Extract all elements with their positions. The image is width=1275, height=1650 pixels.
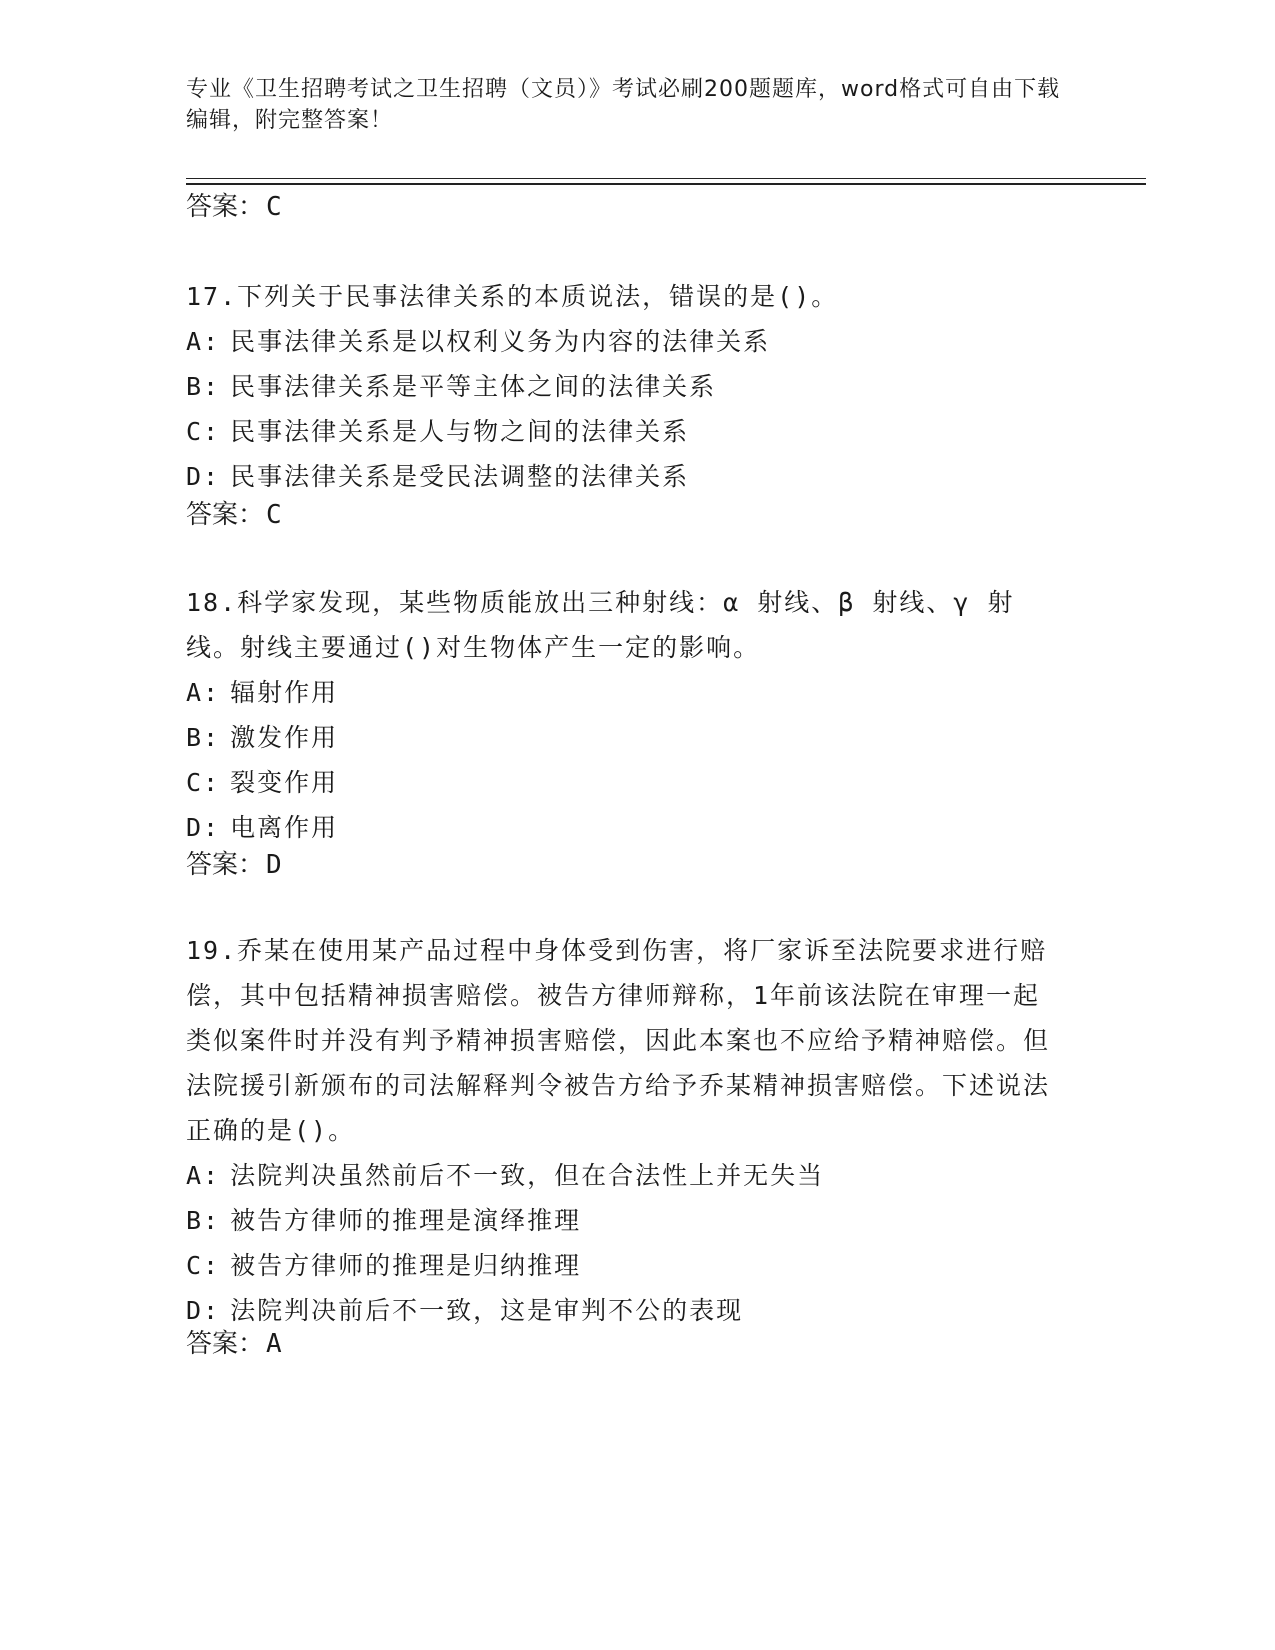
option-text: 民事法律关系是人与物之间的法律关系 xyxy=(230,417,690,446)
option-c xyxy=(186,760,1066,805)
option-text: 激发作用 xyxy=(230,723,339,752)
option-b xyxy=(186,364,1086,409)
option-text: 辐射作用 xyxy=(230,678,339,707)
option-key: A: xyxy=(186,327,221,356)
option-key: D: xyxy=(186,813,221,842)
option-d xyxy=(186,805,1066,850)
answer-value: C xyxy=(266,192,282,222)
option-a xyxy=(186,1153,1066,1198)
answer-label: 答案： xyxy=(186,192,265,222)
option-b xyxy=(186,1198,1066,1243)
option-text: 民事法律关系是受民法调整的法律关系 xyxy=(230,462,690,491)
option-key: A: xyxy=(186,1161,221,1190)
option-d xyxy=(186,454,1086,499)
answer-value: A xyxy=(266,1329,282,1359)
option-text: 民事法律关系是平等主体之间的法律关系 xyxy=(230,372,717,401)
question-17 xyxy=(186,274,1086,499)
header-divider xyxy=(186,178,1146,179)
answer-label: 答案： xyxy=(186,850,265,880)
option-a xyxy=(186,670,1066,715)
answer-value: C xyxy=(266,500,282,530)
option-c xyxy=(186,409,1086,454)
question-stem: 17.下列关于民事法律关系的本质说法，错误的是()。 xyxy=(186,282,839,311)
header-divider-thick xyxy=(186,183,1146,185)
option-key: D: xyxy=(186,462,221,491)
option-text: 被告方律师的推理是演绎推理 xyxy=(230,1206,582,1235)
option-text: 法院判决前后不一致，这是审判不公的表现 xyxy=(230,1296,744,1325)
option-key: B: xyxy=(186,372,221,401)
option-text: 法院判决虽然前后不一致，但在合法性上并无失当 xyxy=(230,1161,825,1190)
answer-value: D xyxy=(266,850,282,880)
question-stem: 19.乔某在使用某产品过程中身体受到伤害，将厂家诉至法院要求进行赔偿，其中包括精神损害赔偿。被告方律师辩称，1年前该法院在审理一起类似案件时并没有判予精神损害赔偿，因此本案也不应给予精神赔偿。但法院援引新颁布的司法解释判令被告方给予乔某精神损害赔偿。下述说法正确的是()。 xyxy=(186,936,1051,1145)
option-key: C: xyxy=(186,1251,221,1280)
option-d xyxy=(186,1288,1066,1333)
answer-line xyxy=(186,498,282,532)
option-key: A: xyxy=(186,678,221,707)
option-b xyxy=(186,715,1066,760)
option-key: C: xyxy=(186,417,221,446)
document-header: 专业《卫生招聘考试之卫生招聘（文员）》考试必刷200题题库，word格式可自由下载编辑，附完整答案！ xyxy=(186,77,1061,133)
answer-line xyxy=(186,1327,282,1361)
option-text: 裂变作用 xyxy=(230,768,339,797)
answer-line xyxy=(186,848,282,882)
option-a xyxy=(186,319,1086,364)
option-text: 民事法律关系是以权利义务为内容的法律关系 xyxy=(230,327,771,356)
option-text: 电离作用 xyxy=(230,813,339,842)
answer-label: 答案： xyxy=(186,1329,265,1359)
question-18 xyxy=(186,580,1066,850)
option-key: C: xyxy=(186,768,221,797)
option-key: B: xyxy=(186,723,221,752)
option-c xyxy=(186,1243,1066,1288)
question-stem: 18.科学家发现，某些物质能放出三种射线：α 射线、β 射线、γ 射线。射线主要通过()对生物体产生一定的影响。 xyxy=(186,588,1015,662)
question-19 xyxy=(186,928,1066,1333)
option-key: B: xyxy=(186,1206,221,1235)
answer-line xyxy=(186,190,282,224)
answer-label: 答案： xyxy=(186,500,265,530)
option-key: D: xyxy=(186,1296,221,1325)
option-text: 被告方律师的推理是归纳推理 xyxy=(230,1251,582,1280)
